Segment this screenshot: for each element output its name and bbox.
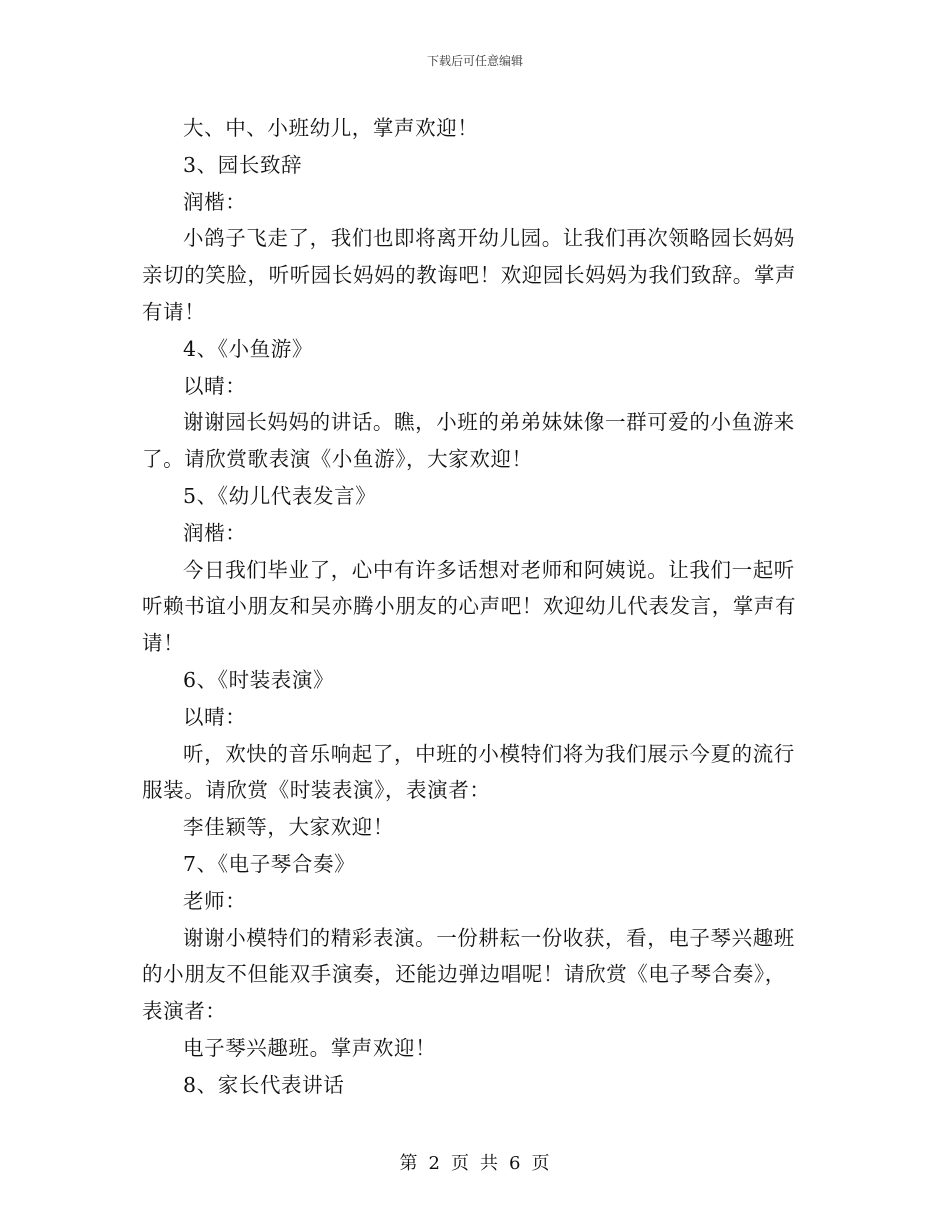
footer-prefix: 第: [399, 1153, 419, 1174]
speaker-label: 以晴：: [183, 704, 247, 729]
page-header: 下载后可任意编辑: [426, 54, 523, 68]
footer-suffix: 页: [531, 1153, 551, 1174]
section-heading: 7、《电子琴合奏》: [183, 851, 356, 876]
paragraph: 谢谢小模特们的精彩表演。一份耕耘一份收获，看，电子琴兴趣班的小朋友不但能双手演奏，还能边弹边唱呢！请欣赏《电子琴合奏》，表演者：: [142, 925, 795, 1024]
paragraph: 大、中、小班幼儿，掌声欢迎！: [183, 116, 479, 140]
section-heading: 8、家长代表讲话: [183, 1072, 345, 1097]
paragraph: 今日我们毕业了，心中有许多话想对老师和阿姨说。让我们一起听听赖书谊小朋友和吴亦腾小朋友的心声吧！欢迎幼儿代表发言，掌声有请！: [142, 557, 797, 656]
document-body: [142, 110, 802, 1104]
speaker-label: 以晴：: [183, 373, 247, 398]
speaker-label: 润楷：: [183, 189, 247, 214]
page-footer: [0, 1152, 950, 1176]
paragraph: 听，欢快的音乐响起了，中班的小模特们将为我们展示今夏的流行服装。请欣赏《时装表演》，表演者：: [142, 741, 795, 803]
footer-page-word: 页: [451, 1153, 470, 1174]
section-heading: 5、《幼儿代表发言》: [183, 483, 377, 508]
footer-current-page: 2: [428, 1153, 441, 1174]
section-heading: 6、《时装表演》: [183, 667, 335, 692]
footer-total-pages: 6: [509, 1153, 522, 1174]
section-heading: 3、园长致辞: [183, 152, 303, 177]
paragraph: 李佳颖等，大家欢迎！: [183, 815, 394, 840]
paragraph: 小鸽子飞走了，我们也即将离开幼儿园。让我们再次领略园长妈妈亲切的笑脸，听听园长妈妈的教诲吧！欢迎园长妈妈为我们致辞。掌声有请！: [142, 226, 797, 324]
speaker-label: 老师：: [183, 888, 247, 913]
speaker-label: 润楷：: [183, 520, 247, 545]
paragraph: 谢谢园长妈妈的讲话。瞧，小班的弟弟妹妹像一群可爱的小鱼游来了。请欣赏歌表演《小鱼游》，大家欢迎！: [142, 410, 795, 472]
paragraph: 电子琴兴趣班。掌声欢迎！: [183, 1035, 437, 1060]
section-heading: 4、《小鱼游》: [183, 336, 313, 361]
footer-total-word: 共: [480, 1153, 499, 1174]
